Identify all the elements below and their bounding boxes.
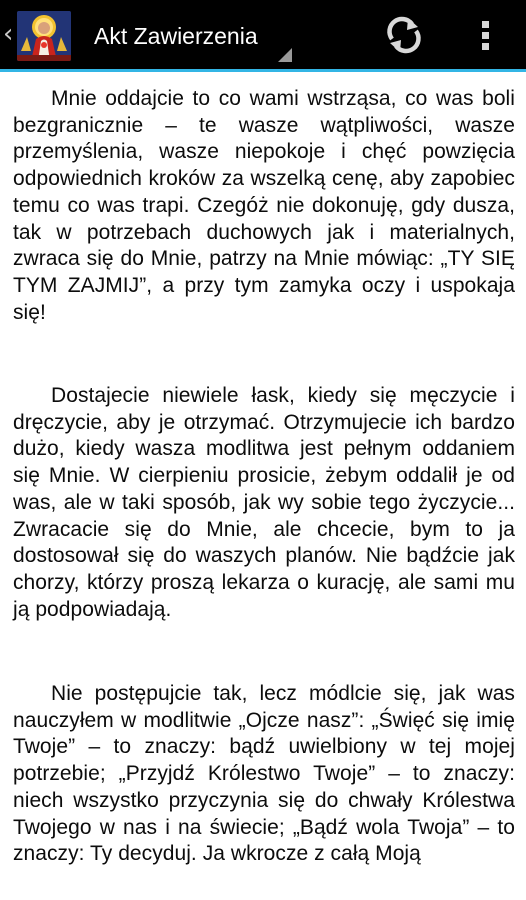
article-paragraph: Mnie oddajcie to co wami wstrząsa, co was boli bezgranicznie – te wasze wątpliwości, wasze przemyślenia, wasze niepokoje i chęć powzięcia odpowiednich kroków za wszelką cenę, aby zapobiec temu co was trapi. Czegóż nie dokonuję, gdy dusza, tak w potrzebach duchowych jak i materialnych, zwraca się do Mnie, patrzy na Mnie mówiąc: „TY SIĘ TYM ZAJMIJ”, a przy tym zamyka oczy i uspokaja się! — [13, 87, 515, 324]
refresh-icon — [374, 10, 434, 60]
spinner-triangle-icon — [278, 48, 292, 62]
article-paragraph: Dostajecie niewiele łask, kiedy się męczycie i dręczycie, aby je otrzymać. Otrzymujecie ich bardzo dużo, kiedy wasza modlitwa jest pełnym oddaniem się Mnie. W cierpieniu prosicie, żebym oddalił je od was, ale w taki sposób, jak wy sobie tego życzycie... Zwracacie się do Mnie, ale chcecie, bym to ja dostosował się do waszych planów. Nie bądźcie jak chorzy, którzy proszą lekarza o kurację, ale sami mu ją podpowiadają. — [13, 384, 515, 621]
page-title: Akt Zawierzenia — [94, 23, 258, 49]
title-spinner[interactable] — [84, 0, 294, 69]
overflow-menu-icon — [464, 10, 508, 60]
up-navigation-button[interactable] — [0, 0, 84, 69]
refresh-button[interactable] — [374, 10, 434, 60]
overflow-menu-button[interactable] — [464, 10, 508, 60]
article-paragraph: Nie postępujcie tak, lecz módlcie się, jak was nauczyłem w modlitwie „Ojcze nasz”: „Święć się imię Twoje” – to znaczy: bądź uwielbiony w tej mojej potrzebie; „Przyjdź Królestwo Twoje” – to znaczy: niech wszystko przyczynia się do chwały Królestwa Twojego w nas i na świecie; „Bądź wola Twoja” – to znaczy: Ty decyduj. Ja wkrocze z całą Moją — [13, 682, 515, 866]
action-bar — [0, 0, 526, 72]
article-content[interactable] — [0, 72, 526, 900]
chevron-left-icon: ‹ — [3, 19, 14, 49]
app-icon — [17, 11, 71, 61]
